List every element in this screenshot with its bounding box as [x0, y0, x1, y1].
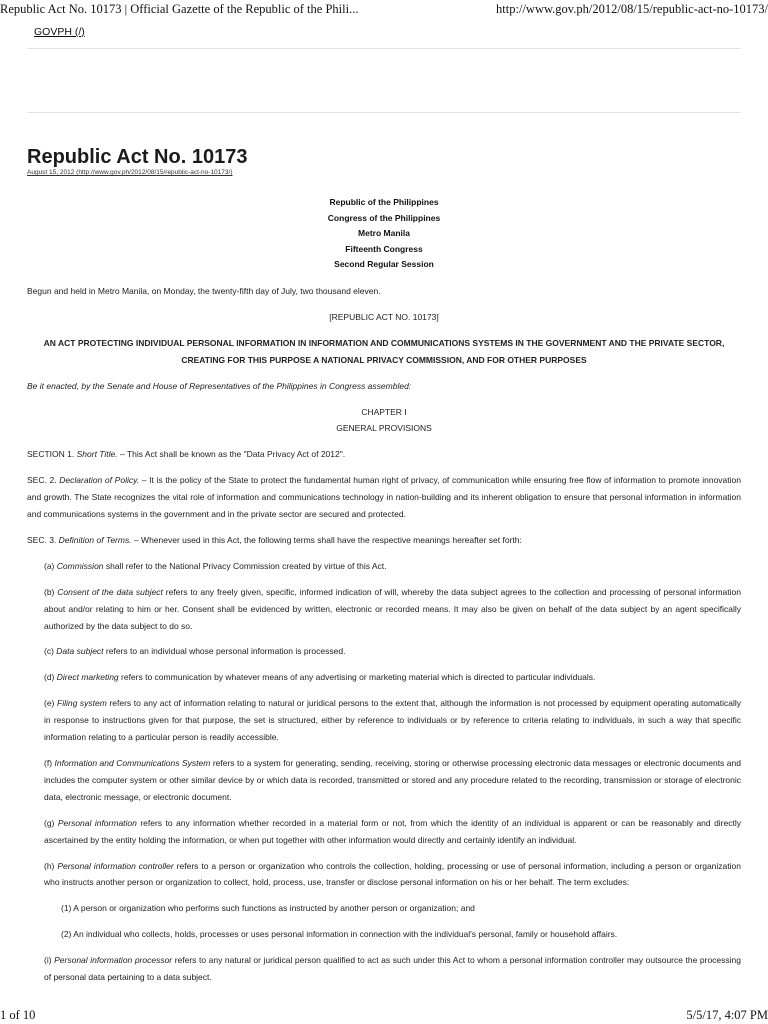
section-3: SEC. 3. Definition of Terms. – Whenever used in this Act, the following terms shall have the respective meanings hereafter set forth: — [27, 534, 522, 545]
page-number: 1 of 10 — [0, 1008, 36, 1022]
definition-item: (f) Information and Communications System refers to a system for generating, sending, receiving, storing or otherwise processing electronic data messages or electronic documents and includes the computer system or other similar device by or which data is recorded, transmitted or stored and any procedure related to the recording, transmission or storage of electronic data, electronic message, or electronic document. — [44, 758, 741, 802]
print-datetime: 5/5/17, 4:07 PM — [686, 1008, 768, 1022]
definition-item: (e) Filing system refers to any act of information relating to natural or juridical persons to the extent that, although the information is not processed by equipment operating automatically in response to instructions given for that purpose, the set is structured, either by reference to individuals or by reference to criteria relating to individuals, in such a way that specific information relating to a particular person is readily accessible. — [44, 698, 742, 743]
act-title: AN ACT PROTECTING INDIVIDUAL PERSONAL INFORMATION IN INFORMATION AND COMMUNICATIONS SYSTEMS IN THE GOVERNMENT AND THE PRIVATE SECTOR, CREATING FOR THIS PURPOSE A NATIONAL PRIVACY COMMISSION, AND FOR OTHER PURPOSES — [43, 337, 725, 365]
print-header-url: http://www.gov.ph/2012/08/15/republic-act-no-10173/ — [496, 2, 768, 16]
govph-link[interactable]: GOVPH (/) — [34, 26, 85, 38]
definition-item: (c) Data subject refers to an individual whose personal information is processed. — [44, 646, 346, 657]
exclusion-item: (2) An individual who collects, holds, processes or uses personal information in connection with the individual's personal, family or household affairs. — [61, 929, 618, 940]
definition-item: (d) Direct marketing refers to communication by whatever means of any advertising or marketing material which is directed to particular individuals. — [44, 672, 596, 683]
definition-item: (i) Personal information processor refers to any natural or juridical person qualified to act as such under this Act to whom a personal information controller may outsource the processing of personal data pertaining to a data subject. — [44, 955, 741, 983]
begun-paragraph: Begun and held in Metro Manila, on Monday, the twenty-fifth day of July, two thousand eleven. — [27, 285, 381, 296]
print-header — [0, 0, 768, 18]
header-line: Fifteenth Congress — [345, 243, 423, 254]
header-line: Second Regular Session — [334, 259, 434, 270]
page-title: Republic Act No. 10173 — [27, 146, 248, 168]
article — [27, 146, 741, 986]
definition-item: (g) Personal information refers to any information whether recorded in a material form or not, from which the identity of an individual is apparent or can be reasonably and directly ascertained by the entity holding the information, or when put together with other information would directly and certainly identify an individual. — [44, 817, 741, 845]
exclusion-item: (1) A person or organization who performs such functions as instructed by another person or organization; and — [61, 903, 475, 914]
definition-item: (a) Commission shall refer to the National Privacy Commission created by virtue of this Act. — [44, 560, 387, 571]
enacting-clause: Be it enacted, by the Senate and House of Representatives of the Philippines in Congress assembled: — [27, 380, 412, 391]
act-number: [REPUBLIC ACT NO. 10173] — [329, 311, 439, 322]
divider — [27, 112, 741, 113]
section-1: SECTION 1. Short Title. – This Act shall be known as the "Data Privacy Act of 2012". — [27, 449, 346, 460]
dateline-link[interactable]: August 15, 2012 (http://www.gov.ph/2012/08/15/republic-act-no-10173/) — [27, 169, 233, 176]
header-line: Republic of the Philippines — [329, 197, 439, 207]
section-2: SEC. 2. Declaration of Policy. – It is the policy of the State to protect the fundamental human right of privacy, of communication while ensuring free flow of information to promote innovation and growth. The State recognizes the vital role of information and communications technology in nation-building and its inherent obligation to ensure that personal information in information and communications systems in the government and in the private sector are secured and protected. — [27, 475, 741, 520]
chapter-number: CHAPTER I — [361, 406, 407, 417]
print-footer — [0, 1006, 768, 1024]
header-line: Congress of the Philippines — [327, 212, 441, 223]
act-header — [27, 195, 741, 273]
chapter-title: GENERAL PROVISIONS — [336, 423, 432, 434]
print-header-title: Republic Act No. 10173 | Official Gazette of the Republic of the Phili... — [0, 2, 359, 16]
header-line: Metro Manila — [358, 228, 410, 239]
definition-item: (h) Personal information controller refers to a person or organization who controls the collection, holding, processing or use of personal information, including a person or organization who instructs another person or organization to collect, hold, process, use, transfer or disclose personal information on his or her behalf. The term excludes: — [44, 860, 741, 888]
definition-item: (b) Consent of the data subject refers to any freely given, specific, informed indication of will, whereby the data subject agrees to the collection and processing of personal information about and/or relating to him or her. Consent shall be evidenced by written, electronic or recorded means. It may also be given on behalf of the data subject by an agent specifically authorized by the data subject to do so. — [44, 586, 741, 631]
divider — [27, 48, 741, 49]
